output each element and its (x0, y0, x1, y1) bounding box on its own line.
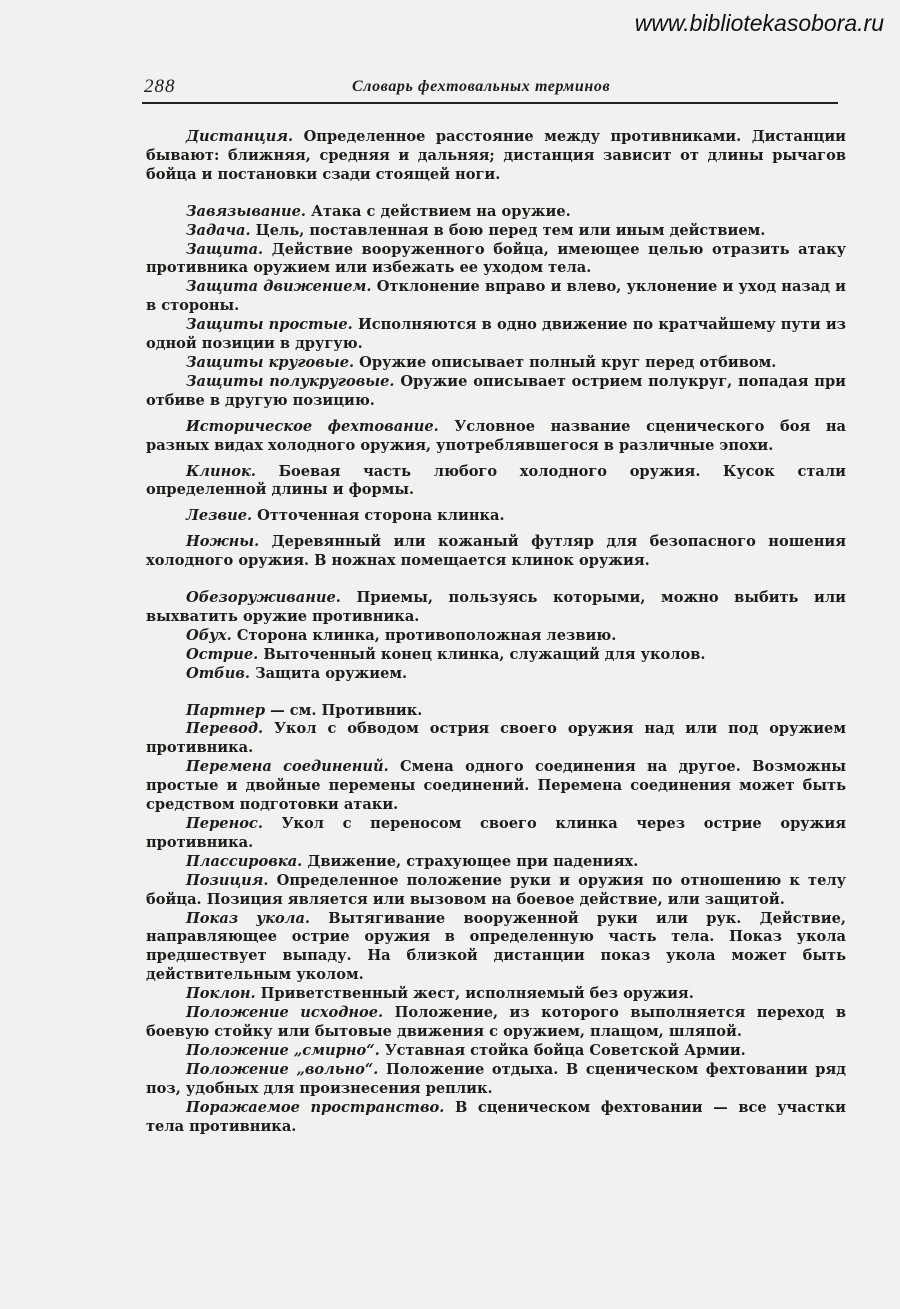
running-header (142, 76, 838, 104)
glossary-entry (146, 1099, 846, 1137)
entry-definition: Цель, поставленная в бою перед тем или иным действием. (255, 221, 766, 239)
entry-definition: Приемы, пользуясь которыми, можно выбить или выхватить оружие противника. (146, 589, 846, 625)
entry-definition: Условное название сценического боя на разных видах холодного оружия, употреблявшегося в различные эпохи. (146, 417, 846, 454)
entry-term: Плассировка. (186, 852, 303, 870)
entry-definition: Смена одного соединения на другое. Возможны простые и двойные перемены соединений. Перемена соединения может быть средством подготовки атаки. (146, 758, 846, 814)
entry-term: Обезоруживание. (186, 589, 341, 607)
glossary-entry (146, 463, 846, 501)
entry-definition: Положение, из которого выполняется переход в боевую стойку или бытовые движения с оружием, плащом, шляпой. (146, 1004, 846, 1040)
entry-definition: Деревянный или кожаный футляр для безопасного ношения холодного оружия. В ножнах помещается клинок оружия. (146, 533, 846, 570)
entry-definition: см. Противник. (289, 701, 423, 719)
entry-definition: Движение, страхующее при падениях. (307, 852, 639, 870)
entry-term: Дистанция. (186, 128, 294, 145)
entry-definition: Сторона клинка, противоположная лезвию. (236, 626, 617, 644)
entry-term: Перемена соединений. (186, 758, 389, 776)
glossary-entry (146, 222, 846, 241)
entry-definition: Определенное расстояние между противниками. Дистанции бывают: ближняя, средняя и дальняя; дистанция зависит от длины рычагов бойца и постановки сзади стоящей ноги. (146, 128, 846, 183)
glossary-entry (146, 646, 846, 665)
glossary-entry (146, 316, 846, 354)
glossary-entry (146, 354, 846, 373)
entry-definition: В сценическом фехтовании — все участки тела противника. (146, 1098, 846, 1135)
entry-term: Положение „вольно“. (186, 1060, 379, 1078)
glossary-entry (146, 872, 846, 910)
entry-term: Положение „смирно“. (186, 1041, 380, 1059)
entry-term: Позиция. (186, 871, 269, 889)
glossary-entry (146, 758, 846, 815)
entry-term: Завязывание. (186, 202, 306, 220)
glossary-entry (146, 702, 846, 721)
entry-definition: Вытягивание вооруженной руки или рук. Действие, направляющее острие оружия в определенную часть тела. Показ укола предшествует выпаду. На близкой дистанции показ укола может быть действительным уколом. (146, 909, 846, 984)
page-number: 288 (144, 76, 176, 97)
entry-definition: Действие вооруженного бойца, имеющее целью отразить атаку противника оружием или избежать ее уходом тела. (146, 240, 846, 277)
glossary-entry (146, 507, 846, 526)
glossary-entry (146, 128, 846, 185)
entry-term: Лезвие. (186, 507, 253, 525)
glossary-entry (146, 373, 846, 411)
running-title: Словарь фехтовальных терминов (352, 78, 611, 95)
entry-definition: Определенное положение руки и оружия по отношению к телу бойца. Позиция является или вызовом на боевое действие, или защитой. (146, 871, 846, 908)
glossary-entry (146, 203, 846, 222)
entry-definition: Оружие описывает полный круг перед отбивом. (359, 353, 777, 371)
glossary-entry (146, 665, 846, 684)
entry-definition: Исполняются в одно движение по кратчайшему пути из одной позиции в другую. (146, 316, 846, 353)
entry-term: Партнер — (186, 701, 285, 719)
entry-term: Задача. (186, 221, 251, 239)
glossary-entry (146, 1042, 846, 1061)
entry-term: Перевод. (186, 720, 264, 738)
site-watermark: www.bibliotekasobora.ru (634, 10, 884, 36)
glossary-entry (146, 589, 846, 627)
entry-term: Защита движением. (186, 278, 372, 296)
entry-definition: Приветственный жест, исполняемый без оружия. (260, 985, 694, 1003)
glossary-entry (146, 241, 846, 279)
glossary-entry (146, 910, 846, 986)
glossary-entry (146, 1004, 846, 1042)
entry-term: Отбив. (186, 664, 250, 682)
entry-definition: Оружие описывает острием полукруг, попадая при отбиве в другую позицию. (146, 372, 846, 409)
entry-term: Защиты круговые. (186, 353, 355, 371)
entry-definition: Отточенная сторона клинка. (257, 507, 505, 525)
entry-term: Поклон. (186, 985, 256, 1003)
entry-definition: Выточенный конец клинка, служащий для уколов. (263, 645, 706, 663)
entry-term: Обух. (186, 626, 232, 644)
glossary-entry (146, 853, 846, 872)
entry-definition: Уставная стойка бойца Советской Армии. (384, 1041, 746, 1059)
entry-term: Острие. (186, 645, 259, 663)
entry-term: Поражаемое пространство. (186, 1098, 445, 1116)
entry-term: Защиты простые. (186, 316, 353, 334)
glossary-entry (146, 278, 846, 316)
glossary-entry (146, 720, 846, 758)
glossary-entry (146, 815, 846, 853)
entry-definition: Положение отдыха. В сценическом фехтовании ряд поз, удобных для произнесения реплик. (146, 1060, 846, 1097)
entry-definition: Укол с обводом острия своего оружия над или под оружием противника. (146, 720, 847, 757)
entry-term: Положение исходное. (186, 1004, 384, 1022)
entry-definition: Боевая часть любого холодного оружия. Кусок стали определенной длины и формы. (146, 462, 846, 499)
glossary-entry (146, 418, 846, 456)
entry-term: Историческое фехтование. (186, 417, 439, 435)
entry-term: Ножны. (186, 533, 260, 551)
glossary-entries (146, 128, 846, 1136)
glossary-entry (146, 533, 846, 571)
glossary-entry (146, 985, 846, 1004)
glossary-entry (146, 1061, 846, 1099)
entry-definition: Укол с переносом своего клинка через острие оружия противника. (146, 815, 846, 851)
entry-definition: Отклонение вправо и влево, уклонение и уход назад и в стороны. (146, 278, 846, 315)
entry-term: Перенос. (186, 815, 263, 832)
entry-term: Показ укола. (186, 909, 310, 927)
entry-definition: Защита оружием. (255, 664, 408, 682)
glossary-entry (146, 627, 846, 646)
entry-term: Защиты полукруговые. (186, 372, 395, 390)
entry-definition: Атака с действием на оружие. (311, 202, 571, 220)
entry-term: Клинок. (186, 462, 256, 480)
entry-term: Защита. (186, 240, 264, 258)
